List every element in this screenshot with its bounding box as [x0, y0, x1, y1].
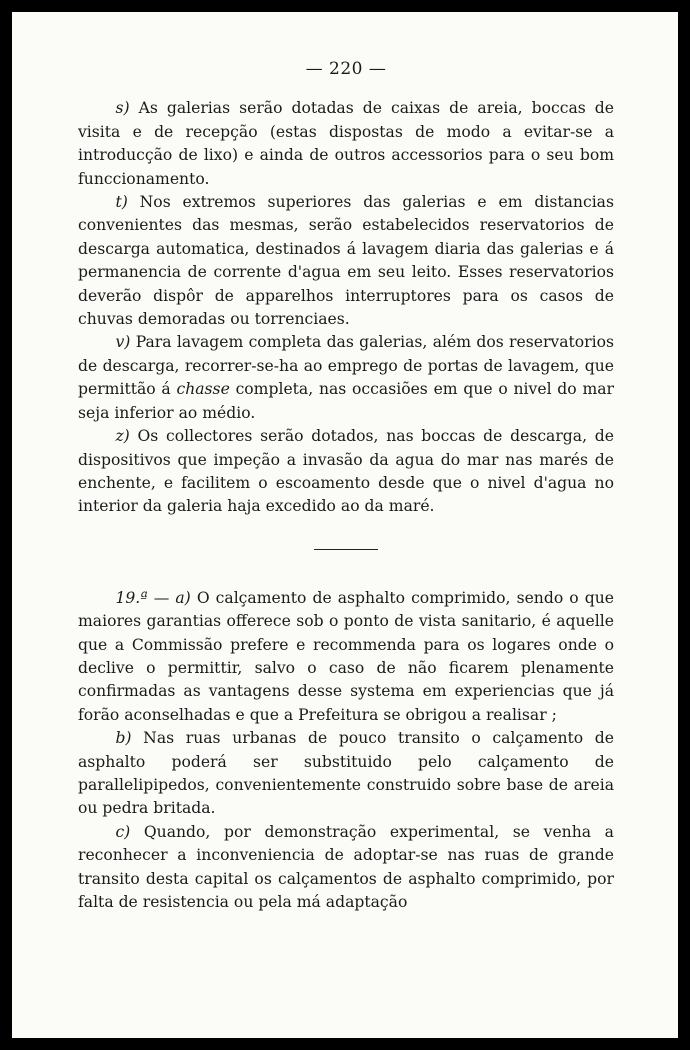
item-label: 19.ª — a)	[115, 588, 191, 607]
paragraph-text: As galerias serão dotadas de caixas de areia, boccas de visita e de recepção (estas dispostas de modo a evitar-se a introducção de lixo) e ainda de outros accessorios para o seu bom funccionamento.	[78, 99, 614, 188]
item-label: c)	[115, 822, 131, 841]
paragraph-19a	[78, 587, 614, 727]
item-label: t)	[115, 193, 128, 212]
paragraph-z	[78, 425, 614, 519]
paragraph-text: O calçamento de asphalto comprimido, sendo o que maiores garantias offerece sob o ponto de vista sanitario, é aquelle que a Commissão prefere e recommenda para os logares onde o declive o permittir, salvo o caso de não ficarem plenamente confirmadas as vantagens desse systema em experiencias que já forão aconselhadas e que a Prefeitura se obrigou a realisar ;	[78, 588, 614, 724]
italic-term: chasse	[176, 380, 230, 399]
paragraph-s	[78, 97, 614, 191]
paragraph-c	[78, 821, 614, 915]
paragraph-text: Quando, por demonstração experimental, se venha a reconhecer a inconveniencia de adoptar-se nas ruas de grande transito desta capital os calçamentos de asphalto comprimido, por falta de resistencia ou pela má adaptação	[78, 822, 614, 911]
paragraph-v	[78, 331, 614, 425]
item-label: s)	[115, 99, 130, 118]
document-page	[78, 58, 614, 914]
paragraph-text: Nos extremos superiores das galerias e em distancias convenientes das mesmas, serão estabelecidos reservatorios de descarga automatica, destinados á lavagem diaria das galerias e á permanencia de corrente d'agua em seu leito. Esses reservatorios deverão dispôr de apparelhos interruptores para os casos de chuvas demoradas ou torrenciaes.	[78, 193, 614, 329]
paragraph-text: Para lavagem completa das galerias, além dos reservatorios de descarga, recorrer-se-ha ao emprego de portas de lavagem, que permittão á	[78, 333, 614, 399]
item-label: b)	[115, 729, 132, 748]
item-label: z)	[115, 427, 130, 446]
paragraph-t	[78, 191, 614, 331]
page-frame	[12, 12, 678, 1038]
paragraph-text: completa, nas occasiões em que o nivel do mar seja inferior ao médio.	[78, 380, 614, 422]
section-divider	[314, 549, 378, 550]
paragraph-text: Nas ruas urbanas de pouco transito o calçamento de asphalto poderá ser substituido pelo calçamento de parallelipipedos, convenientemente construido sobre base de areia ou pedra britada.	[78, 729, 614, 818]
paragraph-b	[78, 727, 614, 821]
page-number: — 220 —	[305, 59, 387, 79]
paragraph-text: Os collectores serão dotados, nas boccas de descarga, de dispositivos que impeção a invasão da agua do mar nas marés de enchente, e facilitem o escoamento desde que o nivel d'agua no interior da galeria haja excedido ao da maré.	[78, 427, 614, 516]
item-label: v)	[115, 333, 131, 352]
